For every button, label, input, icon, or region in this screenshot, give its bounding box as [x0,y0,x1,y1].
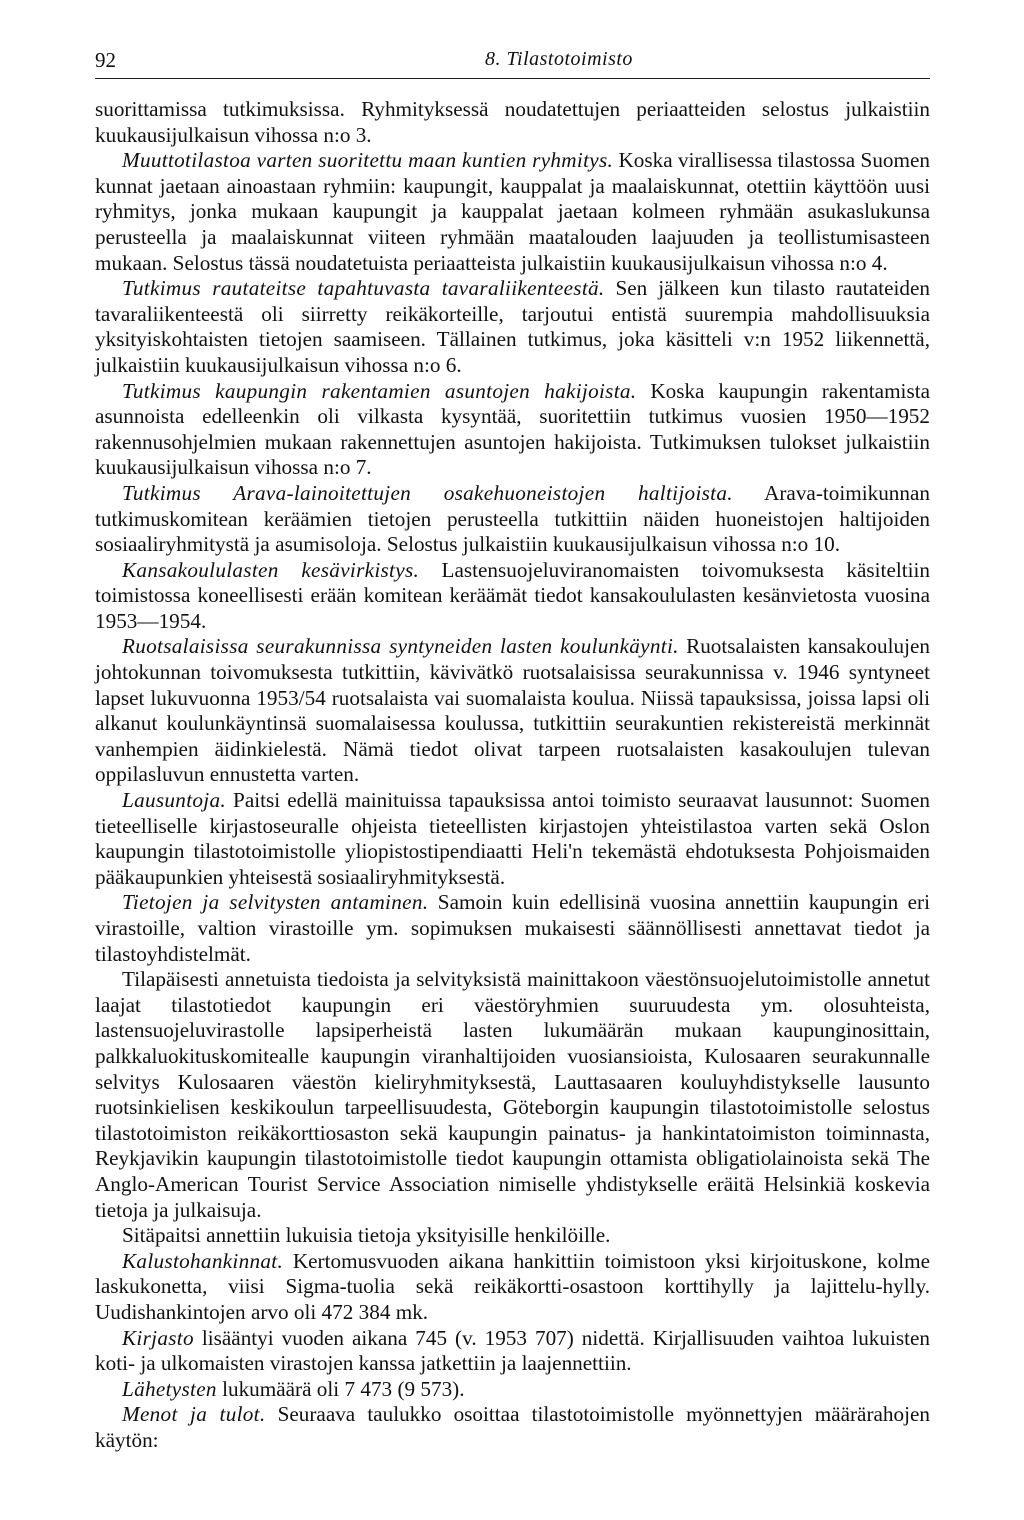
paragraph-text: lukumäärä oli 7 473 (9 573). [216,1376,465,1401]
paragraph [95,148,930,276]
paragraph [95,1249,930,1326]
paragraph [95,634,930,788]
paragraph-text: Tilapäisesti annetuista tiedoista ja selvityksistä mainittakoon väestönsuojelutoimistolle annetut laajat tilastotiedot kaupungin eri väestöryhmien suuruudesta ym. olosuhteista, lastensuojeluvirastolle lapsiperheistä lasten lukumäärän mukaan kaupunginosittain, palkkaluokituskomitealle kaupungin viranhaltijoiden vuosiansioista, Kulosaaren seurakunnalle selvitys Kulosaaren väestön kieliryhmityksestä, Lauttasaaren kouluyhdistykselle lausunto ruotsinkielisen keskikoulun tarpeellisuudesta, Göteborgin kaupungin tilastotoimistolle selostus tilastotoimiston reikäkorttiosaston sekä kaupungin painatus- ja hankintatoimiston toiminnasta, Reykjavikin kaupungin tilastotoimistolle tiedot kaupungin ottamista obligatiolainoista sekä The Anglo-American Tourist Service Association nimiselle yhdistykselle eräitä Helsinkiä koskevia tietoja ja julkaisuja. [95,967,930,1222]
paragraph-text: Lastensuojeluviranomaisten toivomuksesta käsiteltiin toimistossa koneellisesti erään komitean keräämät tiedot kansakoululasten kesänvietosta vuosina 1953—1954. [95,557,930,633]
paragraph [95,1223,930,1249]
paragraph-text: Kertomusvuoden aikana hankittiin toimistoon yksi kirjoituskone, kolme laskukonetta, viisi Sigma-tuolia sekä reikäkortti-osastoon korttihylly ja lajittelu-hylly. Uudishankintojen arvo oli 472 384 mk. [95,1248,930,1324]
paragraph [95,967,930,1223]
paragraph-lead: Kansakoululasten kesävirkistys. [122,557,420,582]
paragraph-lead: Ruotsalaisissa seurakunnissa syntyneiden lasten koulunkäynti. [122,634,679,659]
paragraph-text: Sen jälkeen kun tilasto rautateiden tavaraliikenteestä oli siirretty reikäkorteille, tarjoutui entistä suurempia mahdollisuuksia yksityiskohtaisten tietojen saamiseen. Tällainen tutkimus, joka käsitteli v:n 1952 liikennettä, julkaistiin kuukausijulkaisun vihossa n:o 6. [95,276,930,377]
paragraph-lead: Lähetysten [122,1376,217,1401]
paragraph-text: Koska kaupungin rakentamista asunnoista edelleenkin oli vilkasta kysyntää, suoritettiin tutkimus vuosien 1950—1952 rakennusohjelmien mukaan rakennettujen asuntojen hakijoista. Tutkimuksen tulokset julkaistiin kuukausijulkaisun vihossa n:o 7. [95,378,930,480]
paragraph [95,788,930,890]
page-number: 92 [95,48,116,72]
paragraph-lead: Tutkimus rautateitse tapahtuvasta tavaraliikenteestä. [122,276,605,301]
paragraph-lead: Kalustohankinnat. [122,1248,284,1273]
paragraph [95,379,930,481]
paragraph-text: Ruotsalaisten kansakoulujen johtokunnan toivomuksesta tutkittiin, kävivätkö ruotsalaisissa seurakunnissa v. 1946 syntyneet lapset lukuvuonna 1953/54 ruotsalaista vai suomalaista koulua. Niissä tapauksissa, joissa lapsi oli alkanut koulunkäyntinsä suomalaisessa koulussa, tutkittiin seurakuntien rekistereistä merkinnät vanhempien äidinkielestä. Nämä tiedot olivat tarpeen ruotsalaisten kasakoulujen tulevan oppilasluvun ennustetta varten. [95,634,930,787]
paragraph-text: Sitäpaitsi annettiin lukuisia tietoja yksityisille henkilöille. [122,1223,611,1248]
paragraph [95,558,930,635]
paragraph-lead: Muuttotilastoa varten suoritettu maan kuntien ryhmitys. [122,148,614,173]
body-text [95,97,930,1453]
paragraph-text: Paitsi edellä mainituissa tapauksissa antoi toimisto seuraavat lausunnot: Suomen tieteelliselle kirjastoseuralle ohjeista tieteellisten kirjastojen yhteistilastoa varten sekä Oslon kaupungin tilastotoimistolle yliopistostipendiaatti Heli'n tekemästä ehdotuksesta Pohjoismaiden pääkaupunkien yhteisestä sosiaaliryhmityksestä. [95,788,930,889]
running-title: 8. Tilastotoimisto [485,48,633,70]
header-rule [95,78,930,79]
paragraph-text: suorittamissa tutkimuksissa. Ryhmityksessä noudatettujen periaatteiden selostus julkaistiin kuukausijulkaisun vihossa n:o 3. [95,97,930,147]
paragraph-lead: Tutkimus kaupungin rakentamien asuntojen hakijoista. [122,378,637,403]
paragraph [95,481,930,558]
paragraph [95,890,930,967]
paragraph-lead: Kirjasto [122,1325,194,1350]
paragraph-lead: Tutkimus Arava-lainoitettujen osakehuoneistojen haltijoista. [122,480,733,505]
page-header [95,44,930,80]
paragraph-lead: Lausuntoja. [122,788,226,813]
paragraph [95,276,930,378]
paragraph-text: Arava-toimikunnan tutkimuskomitean keräämien tietojen perusteella tutkittiin näiden huoneistojen haltijoiden sosiaaliryhmitystä ja asumisoloja. Selostus julkaistiin kuukausijulkaisun vihossa n:o 10. [95,480,930,557]
paragraph [95,1402,930,1453]
paragraph [95,1326,930,1377]
paragraph-text: Seuraava taulukko osoittaa tilastotoimistolle myönnettyjen määrärahojen käytön: [95,1402,930,1452]
paragraph [95,1377,930,1403]
paragraph-text: Koska virallisessa tilastossa Suomen kunnat jaetaan ainoastaan ryhmiin: kaupungit, kauppalat ja maalaiskunnat, otettiin käyttöön uusi ryhmitys, jonka mukaan kaupungit ja kauppalat jaetaan kolmeen ryhmään asukaslukunsa perusteella ja maalaiskunnat viiteen ryhmään maatalouden laajuuden ja teollistumisasteen mukaan. Selostus tässä noudatetuista periaatteista julkaistiin kuukausijulkaisun vihossa n:o 4. [95,148,930,275]
paragraph-lead: Tietojen ja selvitysten antaminen. [122,890,429,915]
paragraph-lead: Menot ja tulot. [122,1402,266,1427]
paragraph-text: Samoin kuin edellisinä vuosina annettiin kaupungin eri virastoille, valtion virastoille ym. sopimuksen mukaisesti säännöllisesti annettavat tiedot ja tilastoyhdistelmät. [95,890,930,966]
paragraph-text: lisääntyi vuoden aikana 745 (v. 1953 707) nidettä. Kirjallisuuden vaihtoa lukuisten koti- ja ulkomaisten virastojen kanssa jatkettiin ja laajennettiin. [95,1325,930,1376]
paragraph [95,97,930,148]
